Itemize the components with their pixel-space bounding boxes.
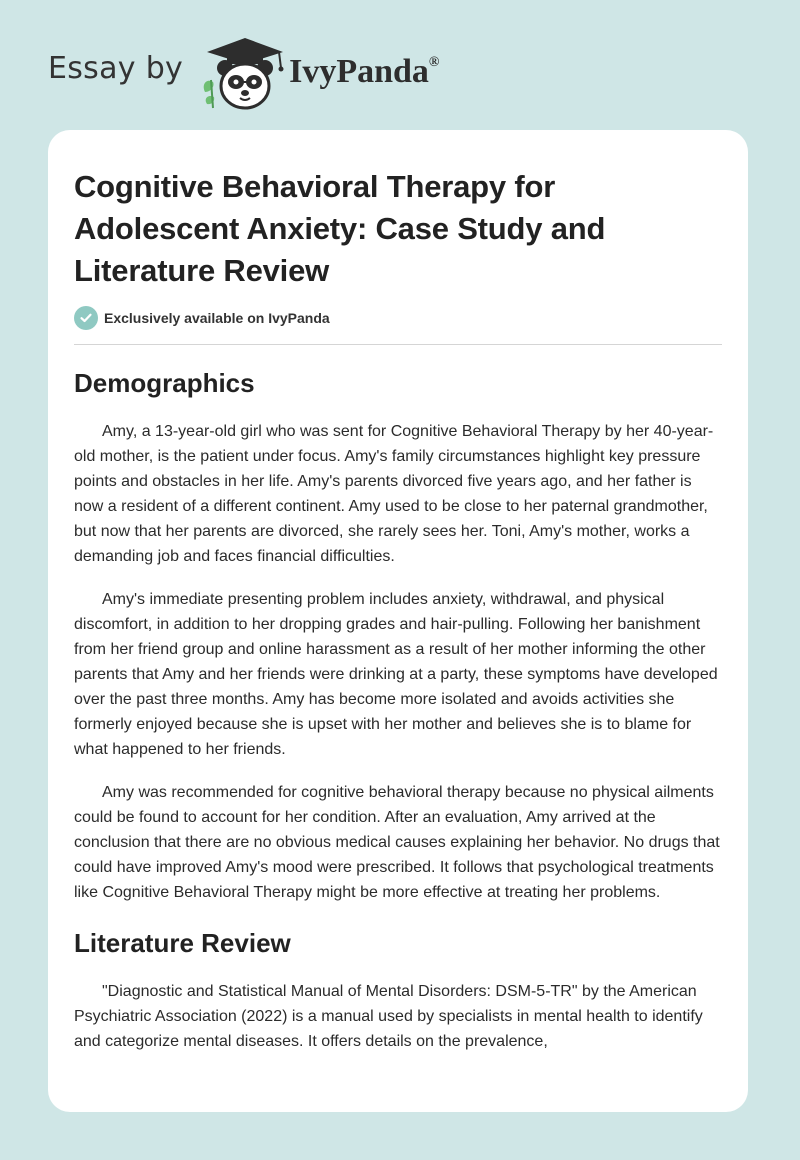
- essay-card: [48, 130, 748, 1112]
- page-title: Cognitive Behavioral Therapy for Adolescent Anxiety: Case Study and Literature Review: [74, 169, 606, 288]
- panda-logo-icon: [197, 34, 293, 114]
- brand-name[interactable]: IvyPanda®: [289, 53, 440, 90]
- site-header: [48, 34, 439, 114]
- section-heading-demographics: Demographics: [74, 368, 255, 398]
- essay-by-label: Essay by: [48, 50, 184, 86]
- exclusive-badge-label: Exclusively available on IvyPanda: [104, 310, 330, 326]
- paragraph: Amy, a 13-year-old girl who was sent for Cognitive Behavioral Therapy by her 40-year-old mother, is the patient under focus. Amy's family circumstances highlight key pressure points and obstacles in her life. Amy's parents divorced five years ago, and her father is now a resident of a different continent. Amy used to be close to her paternal grandmother, but now that her parents are divorced, she rarely sees her. Toni, Amy's mother, works a demanding job and faces financial difficulties.: [74, 423, 714, 565]
- section-heading-literature-review: Literature Review: [74, 928, 291, 958]
- paragraph: Amy was recommended for cognitive behavioral therapy because no physical ailments could be found to account for her condition. After an evaluation, Amy arrived at the conclusion that there are no obvious medical causes explaining her behavior. No drugs that could have improved Amy's mood were prescribed. It follows that psychological treatments like Cognitive Behavioral Therapy might be more effective at treating her problems.: [74, 784, 720, 901]
- paragraph: Amy's immediate presenting problem includes anxiety, withdrawal, and physical discomfort, in addition to her dropping grades and hair-pulling. Following her banishment from her friend group and online harassment as a result of her mother informing the other parents that Amy and her friends were drinking at a party, these symptoms have developed over the past three months. Amy has become more isolated and avoids activities she formerly enjoyed because she is upset with her mother and believes she is to blame for what happened to her friends.: [74, 591, 718, 758]
- exclusive-badge: [74, 306, 722, 345]
- paragraph: "Diagnostic and Statistical Manual of Mental Disorders: DSM-5-TR" by the American Psychiatric Association (2022) is a manual used by specialists in mental health to identify and categorize mental diseases. It offers details on the prevalence,: [74, 983, 703, 1050]
- trademark-symbol: ®: [428, 54, 440, 70]
- check-circle-icon: [74, 306, 98, 330]
